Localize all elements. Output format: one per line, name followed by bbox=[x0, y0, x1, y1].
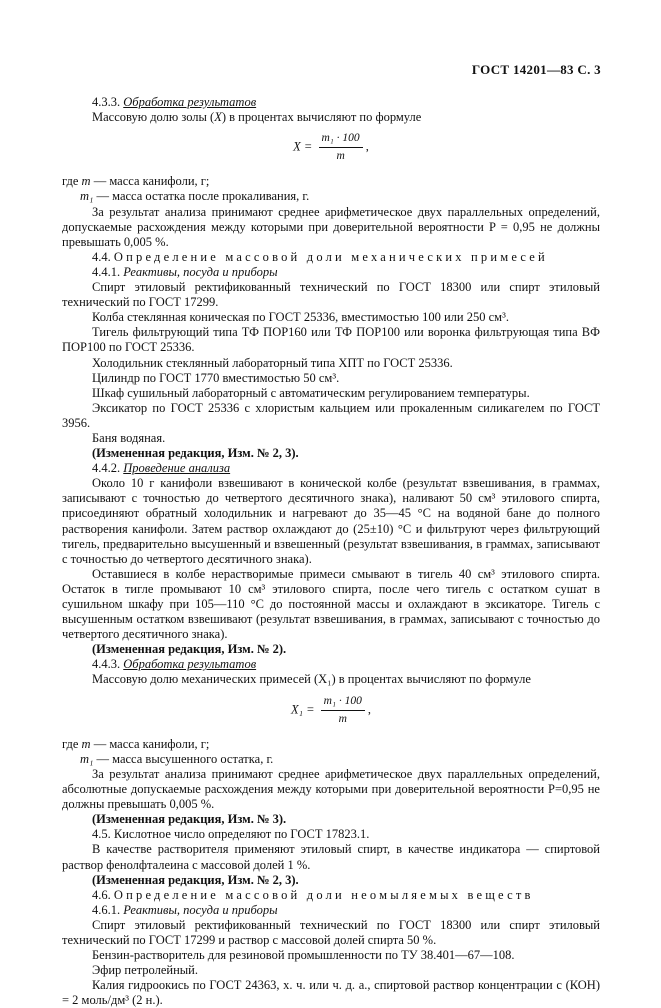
page-header: ГОСТ 14201—83 С. 3 bbox=[471, 62, 601, 77]
paragraph: Спирт этиловый ректификованный технический по ГОСТ 18300 или спирт этиловый технический по ГОСТ 17299. bbox=[62, 280, 600, 310]
paragraph: Колба стеклянная коническая по ГОСТ 25336, вместимостью 100 или 250 см³. bbox=[92, 310, 509, 325]
paragraph: Массовую долю механических примесей (X₁) в процентах вычисляют по формуле bbox=[92, 672, 531, 687]
section-title: Реактивы, посуда и приборы bbox=[123, 902, 278, 917]
text: — масса канифоли, г; bbox=[90, 736, 210, 751]
paragraph: Калия гидроокись по ГОСТ 24363, х. ч. или ч. д. а., спиртовой раствор концентрации с (КОН) = 2 моль/дм³ (2 н.). bbox=[62, 978, 600, 1008]
where-line bbox=[62, 752, 600, 767]
formula-fraction bbox=[319, 131, 363, 164]
formula-lhs: X₁ = bbox=[291, 702, 315, 717]
paragraph: За результат анализа принимают среднее арифметическое двух параллельных определений, допускаемые расхождения между которыми при доверительной вероятности P = 0,95 не должны превышать 0,005 %. bbox=[62, 204, 600, 249]
formula-impurities bbox=[62, 694, 600, 727]
numerator: m₁ · 100 bbox=[321, 694, 365, 711]
paragraph: Спирт этиловый ректификованный технический по ГОСТ 18300 или спирт этиловый технический по ГОСТ 17299 и раствор с массовой долей спирта 50 %. bbox=[62, 917, 600, 947]
where-line bbox=[62, 189, 600, 204]
paragraph bbox=[62, 110, 600, 125]
paragraph: Оставшиеся в колбе нерастворимые примеси смывают в тигель 40 см³ этилового спирта. Остаток в тигле промывают 10 см³ этилового спирта, после чего тигель с остатком сушат в сушильном шкафу при 105—110 °С до постоянной массы и охлаждают в эксикаторе. Тигель с высушенным остатком взвешивают (результат взвешивания, в граммах, записывают с точностью до четвертого десятичного знака). bbox=[62, 566, 600, 642]
text: Массовую долю золы ( bbox=[92, 110, 215, 125]
section-number: 4.4.3. bbox=[92, 657, 121, 672]
section-number: 4.6.1. bbox=[92, 902, 121, 917]
section-number: 4.6. bbox=[92, 887, 111, 902]
formula-fraction bbox=[321, 694, 365, 727]
section-4-3-3-heading bbox=[62, 95, 600, 110]
section-4-5: 4.5. Кислотное число определяют по ГОСТ 17823.1. bbox=[92, 827, 370, 842]
paragraph: За результат анализа принимают среднее арифметическое двух параллельных определений, абсолютные допускаемые расхождения между которыми при доверительной вероятности P=0,95 не должны превышать 0,005 %. bbox=[62, 766, 600, 812]
where-line bbox=[62, 174, 600, 189]
section-4-6-heading bbox=[62, 888, 600, 903]
formula-lhs: X = bbox=[293, 139, 313, 154]
paragraph: Эфир петролейный. bbox=[92, 963, 198, 978]
amendment-note: (Измененная редакция, Изм. № 2). bbox=[92, 642, 287, 657]
text: ) в процентах вычисляют по формуле bbox=[221, 110, 422, 125]
paragraph: Эксикатор по ГОСТ 25336 с хлористым кальцием или прокаленным силикагелем по ГОСТ 3956. bbox=[62, 400, 600, 430]
paragraph: Тигель фильтрующий типа ТФ ПОР160 или ТФ ПОР100 или воронка фильтрующая типа ВФ ПОР100 по ГОСТ 25336. bbox=[62, 325, 600, 355]
variable: X bbox=[214, 110, 222, 125]
section-number: 4.4.2. bbox=[92, 461, 121, 476]
variable: m₁ bbox=[80, 189, 94, 204]
paragraph: Баня водяная. bbox=[92, 430, 166, 445]
paragraph: Бензин-растворитель для резиновой промышленности по ТУ 38.401—67—108. bbox=[92, 948, 515, 963]
paragraph: Шкаф сушильный лабораторный с автоматическим регулированием температуры. bbox=[92, 385, 530, 400]
section-title: Определение массовой доли неомыляемых веществ bbox=[113, 887, 534, 902]
amendment-note: (Измененная редакция, Изм. № 2, 3). bbox=[92, 446, 299, 461]
amendment-note: (Измененная редакция, Изм. № 2, 3). bbox=[92, 872, 299, 887]
denominator: m bbox=[336, 150, 345, 163]
paragraph: В качестве растворителя применяют этиловый спирт, в качестве индикатора — спиртовой раствор фенолфталеина с массовой долей 1 %. bbox=[62, 842, 600, 872]
text: — масса высушенного остатка, г. bbox=[93, 751, 274, 766]
formula-tail: , bbox=[365, 139, 369, 154]
text: где bbox=[62, 736, 79, 751]
section-4-6-1-heading bbox=[62, 903, 600, 918]
section-number: 4.3.3. bbox=[92, 95, 121, 109]
amendment-note: (Измененная редакция, Изм. № 3). bbox=[92, 812, 287, 827]
section-4-4-heading bbox=[62, 250, 600, 265]
numerator: m₁ · 100 bbox=[319, 131, 363, 148]
section-4-4-1-heading bbox=[62, 265, 600, 280]
variable: m bbox=[81, 736, 91, 751]
variable: m₁ bbox=[80, 751, 94, 766]
where-line bbox=[62, 737, 600, 752]
text: где bbox=[62, 174, 79, 189]
formula-ash bbox=[62, 131, 600, 164]
document-body bbox=[62, 95, 600, 1008]
paragraph: Около 10 г канифоли взвешивают в конической колбе (результат взвешивания, в граммах, записывают с точностью до четвертого десятичного знака), наливают 50 см³ этилового спирта, присоединяют обратный холодильник и нагревают до 35—45 °С на водяной бане до полного растворения канифоли. Затем раствор охлаждают до (25±10) °С и фильтруют через фильтрующий тигель, предварительно высушенный и взвешенный (результат взвешивания, в граммах, записывают с точностью до четвертого десятичного знака). bbox=[62, 476, 600, 566]
section-title: Определение массовой доли механических примесей bbox=[113, 249, 548, 264]
denominator: m bbox=[338, 712, 347, 725]
section-title: Обработка результатов bbox=[123, 657, 257, 672]
text: — масса остатка после прокаливания, г. bbox=[93, 189, 310, 204]
text: — масса канифоли, г; bbox=[90, 174, 210, 189]
paragraph: Цилиндр по ГОСТ 1770 вместимостью 50 см³. bbox=[92, 370, 340, 385]
formula-tail: , bbox=[367, 702, 371, 717]
section-title: Проведение анализа bbox=[123, 461, 231, 476]
section-4-4-2-heading bbox=[62, 461, 600, 476]
variable: m bbox=[81, 174, 91, 189]
section-title: Обработка результатов bbox=[123, 95, 257, 109]
section-number: 4.4.1. bbox=[92, 264, 121, 279]
paragraph: Холодильник стеклянный лабораторный типа ХПТ по ГОСТ 25336. bbox=[92, 355, 453, 370]
section-title: Реактивы, посуда и приборы bbox=[123, 264, 278, 279]
section-4-4-3-heading bbox=[62, 657, 600, 672]
section-number: 4.4. bbox=[92, 249, 111, 264]
